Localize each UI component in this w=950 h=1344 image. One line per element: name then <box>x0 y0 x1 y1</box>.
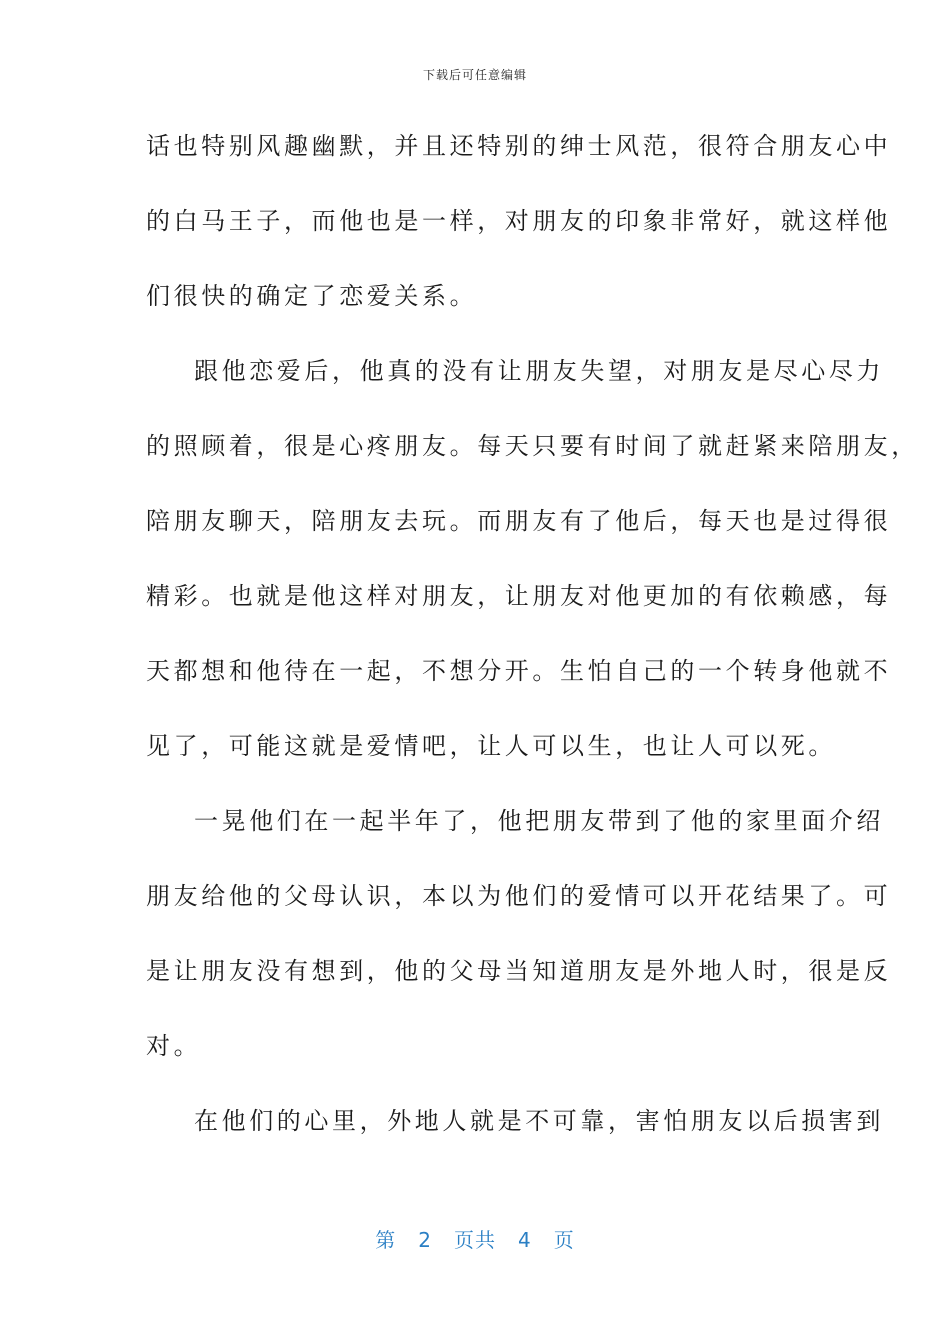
page-header: 下载后可任意编辑 <box>422 68 527 82</box>
page-footer <box>0 1224 950 1253</box>
text-line: 朋友给他的父母认识，本以为他们的爱情可以开花结果了。可 <box>146 882 892 910</box>
text-line: 见了，可能这就是爱情吧，让人可以生，也让人可以死。 <box>146 732 836 760</box>
text-line: 话也特别风趣幽默，并且还特别的绅士风范，很符合朋友心中 <box>146 132 892 160</box>
text-line: 们很快的确定了恋爱关系。 <box>146 282 478 310</box>
text-line: 对。 <box>146 1032 202 1060</box>
footer-prefix: 第 <box>375 1228 397 1252</box>
footer-middle: 页共 <box>454 1228 496 1252</box>
text-line: 的白马王子，而他也是一样，对朋友的印象非常好，就这样他 <box>146 207 892 235</box>
total-page-count: 4 <box>518 1228 532 1252</box>
text-line: 精彩。也就是他这样对朋友，让朋友对他更加的有依赖感，每 <box>146 582 892 610</box>
document-body <box>146 120 919 1170</box>
footer-suffix: 页 <box>553 1228 575 1252</box>
paragraph-start-line: 在他们的心里，外地人就是不可靠，害怕朋友以后损害到 <box>194 1107 884 1135</box>
text-line: 是让朋友没有想到，他的父母当知道朋友是外地人时，很是反 <box>146 957 892 985</box>
text-line: 陪朋友聊天，陪朋友去玩。而朋友有了他后，每天也是过得很 <box>146 507 892 535</box>
paragraph-start-line: 跟他恋爱后，他真的没有让朋友失望，对朋友是尽心尽力 <box>194 357 884 385</box>
paragraph-start-line: 一晃他们在一起半年了，他把朋友带到了他的家里面介绍 <box>194 807 884 835</box>
text-line: 的照顾着，很是心疼朋友。每天只要有时间了就赶紧来陪朋友， <box>146 432 919 460</box>
current-page-number: 2 <box>418 1228 432 1252</box>
text-line: 天都想和他待在一起，不想分开。生怕自己的一个转身他就不 <box>146 657 892 685</box>
